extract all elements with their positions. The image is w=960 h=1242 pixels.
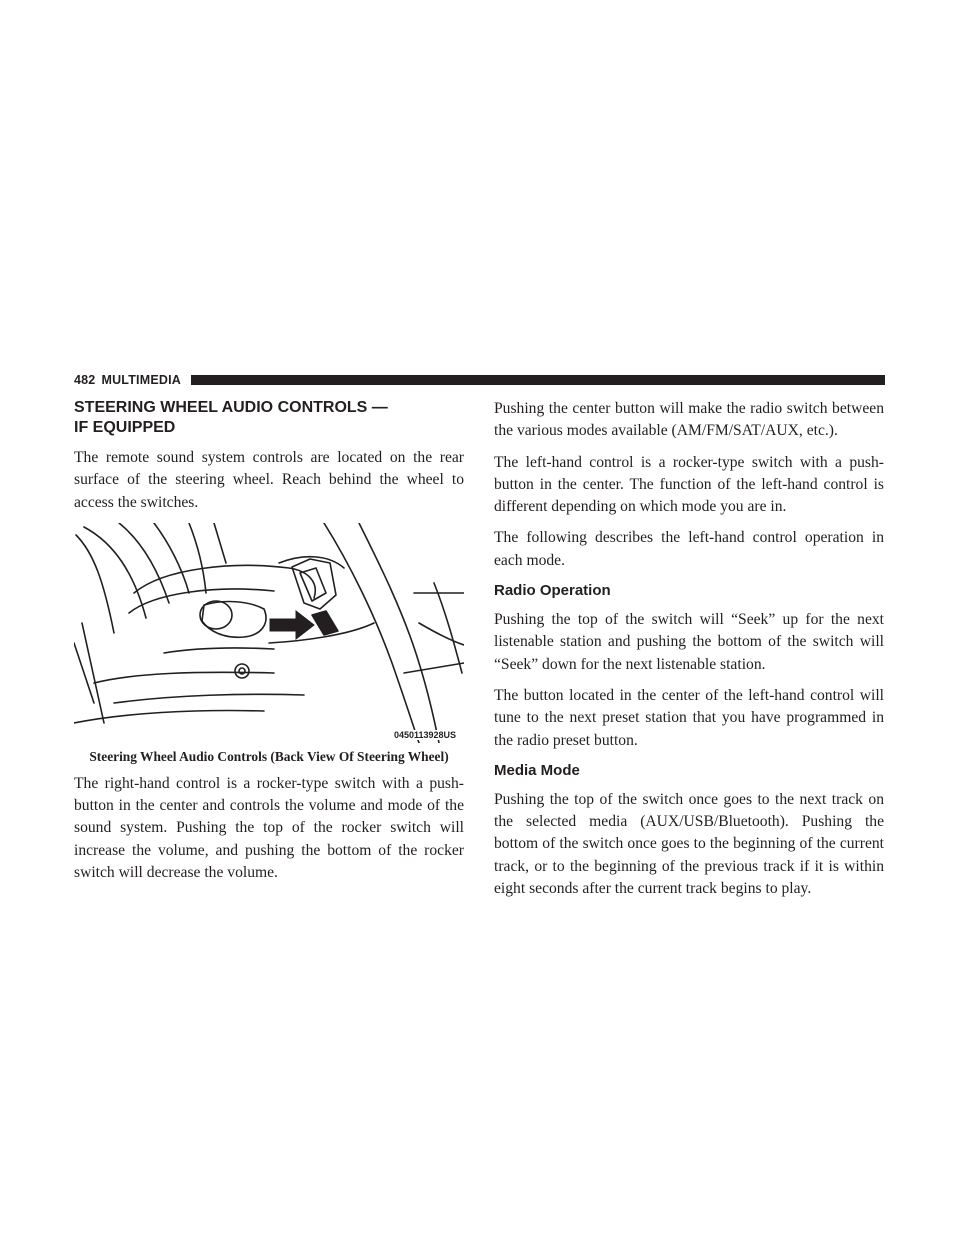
- left-hand-control-paragraph: The left-hand control is a rocker-type switch with a push-button in the center. The function of the left-hand control is different depending on which mode you are in.: [494, 453, 884, 516]
- steering-wheel-line-art: [74, 523, 464, 743]
- page-header: [74, 372, 885, 388]
- radio-seek-paragraph: Pushing the top of the switch will “Seek” up for the next listenable station and pushing the bottom of the switch will “Seek” down for the next listenable station.: [494, 611, 884, 673]
- section-heading: [74, 398, 464, 438]
- header-rule: [191, 375, 885, 385]
- section-title: MULTIMEDIA: [101, 373, 182, 387]
- media-track-paragraph: Pushing the top of the switch once goes to the next track on the selected media (AUX/USB/Bluetooth). Pushing the bottom of the switch once goes to the beginning of the current track, or to the beginning of the previous track if it is within eight seconds after the current track begins to play.: [494, 790, 884, 898]
- right-column: [494, 398, 884, 909]
- figure-code: 0450113928US: [393, 729, 456, 740]
- following-paragraph: The following describes the left-hand control operation in each mode.: [494, 529, 884, 569]
- intro-paragraph: The remote sound system controls are located on the rear surface of the steering wheel. Reach behind the wheel to access the switches.: [74, 449, 464, 511]
- center-button-paragraph: Pushing the center button will make the radio switch between the various modes available (AM/FM/SAT/AUX, etc.).: [494, 400, 884, 440]
- right-hand-control-paragraph: The right-hand control is a rocker-type switch with a push-button in the center and controls the volume and mode of the sound system. Pushing the top of the rocker switch will increase the volume, and pushing the bottom of the rocker switch will decrease the volume.: [74, 774, 464, 882]
- radio-operation-heading: Radio Operation: [494, 582, 611, 600]
- media-mode-heading: Media Mode: [494, 761, 580, 779]
- page-number: 482: [74, 373, 96, 387]
- left-column: [74, 398, 464, 893]
- heading-line-2: IF EQUIPPED: [74, 419, 176, 436]
- steering-wheel-illustration: [74, 523, 464, 743]
- figure-caption: Steering Wheel Audio Controls (Back View Of Steering Wheel): [89, 748, 449, 764]
- radio-preset-paragraph: The button located in the center of the left-hand control will tune to the next preset station that you have programmed in the radio preset button.: [494, 686, 884, 749]
- heading-line-1: STEERING WHEEL AUDIO CONTROLS —: [74, 399, 388, 416]
